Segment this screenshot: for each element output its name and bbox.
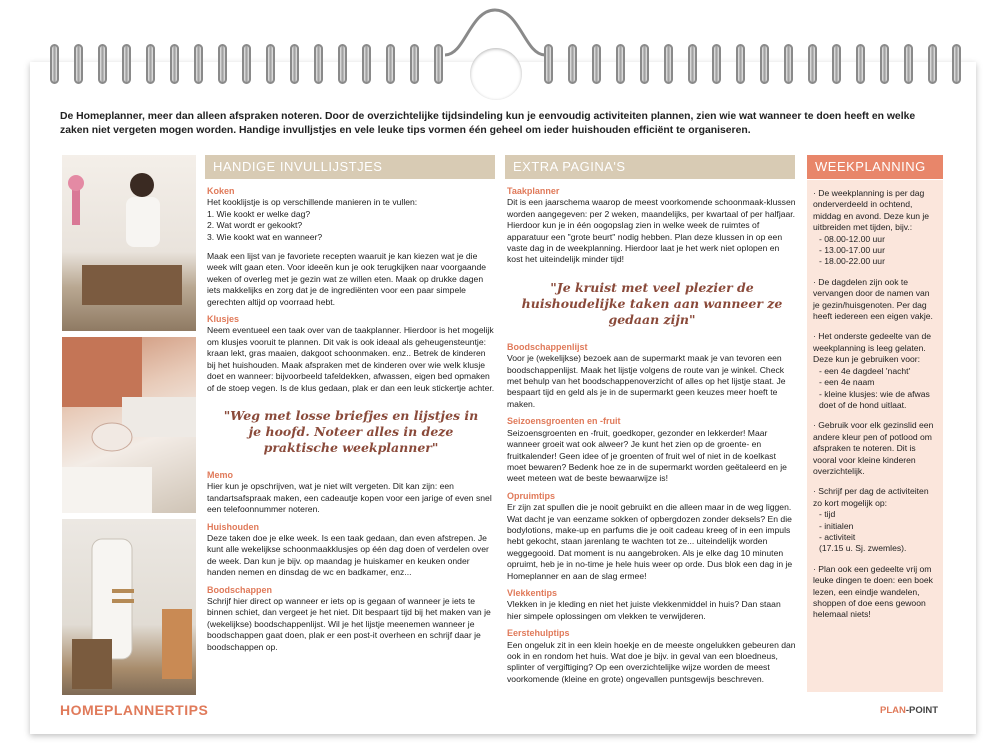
binding-ring — [808, 44, 817, 84]
huishouden-text: Deze taken doe je elke week. Is een taak gedaan, dan even afstrepen. Je kunt alle wekelijkse schoonmaakklusjes op één dag doen of verdelen over de week. Dan kun je bijv. op maandag je huiskamer en keuken onder handen nemen en dinsdag de wc en badkamer, enz... — [207, 532, 489, 578]
tip-text: · Schrijf per dag de activiteiten zo kort mogelijk op: — [813, 486, 929, 508]
binding-ring — [640, 44, 649, 84]
binding-ring — [338, 44, 347, 84]
quote-kruist-taken: "Je kruist met veel plezier de huishoudelijke taken aan wanneer ze gedaan zijn" — [521, 279, 783, 327]
section-header-weekplanning: WEEKPLANNING — [807, 155, 943, 179]
weekplanning-tip: · Plan ook een gedeelte vrij om leuke dingen te doen: een boek lezen, een eindje wandelen, shoppen of doe eens gewoon helemaal niets! — [813, 563, 933, 620]
weekplanning-tip: · Gebruik voor elk gezinslid een andere kleur pen of potlood om afspraken te noteren. Dit is vooral voor kleine kinderen overzichtelijk. — [813, 420, 934, 476]
tip-item: - een 4e dagdeel 'nacht' — [819, 365, 911, 376]
binding-ring — [904, 44, 913, 84]
tip-time: - 08.00-12.00 uur — [819, 233, 885, 244]
binding-ring — [712, 44, 721, 84]
tip-item: - een 4e naam — [819, 377, 875, 388]
subheading-seizoensgroenten: Seizoensgroenten en -fruit — [507, 416, 621, 427]
binding-ring — [194, 44, 203, 84]
binding-ring — [242, 44, 251, 84]
opruimtips-text: Er zijn zat spullen die je nooit gebruikt en die alleen maar in de weg liggen. Wat dacht je van eenzame sokken of opbergdozen zonder deksels? En die bodylotions, make-up en parfums die je ooit cadeau kreeg of in een impuls hebt gekocht, staan jarenlang te wachten tot ze... uiteindelijk worden weggegooid. Dat moment is nu aangebroken. Als je elke dag 10 minuten opruimt, heb je in no-time je hele huis weer op orde. Dus blok een dag in je Homeplanner en aan de slag ermee! — [507, 502, 793, 581]
tip-time: - 13.00-17.00 uur — [819, 245, 885, 256]
binding-ring — [880, 44, 889, 84]
binding-ring — [218, 44, 227, 84]
weekplanning-tip — [813, 188, 937, 268]
subheading-vlekkentips: Vlekkentips — [507, 587, 558, 598]
binding-ring — [122, 44, 131, 84]
binding-ring — [386, 44, 395, 84]
binding-ring — [410, 44, 419, 84]
column-invullijstjes — [207, 186, 495, 653]
seizoensgroenten-text: Seizoensgroenten en -fruit, goedkoper, gezonder en lekkerder! Maar wanneer groeit wat ook alweer? Je kunt het zien op de groente- en fruitkalender! Geen idee of je groenten of fruit wel of niet in de koelkast moet bewaren? Bedenk hoe ze in de supermarkt worden geëtaleerd en je weet meteen wat de beste bewaarwijze is! — [507, 427, 787, 484]
tip-text: · De weekplanning is per dag onderverdeeld in ochtend, middag en avond. Deze kun je uitbreiden met tijden, bijv.: — [813, 188, 930, 233]
binding-ring — [146, 44, 155, 84]
brand-logo — [880, 705, 938, 716]
tip-item: - kleine klusjes: wie de afwas doet of de hond uitlaat. — [819, 388, 930, 410]
binding-ring — [568, 44, 577, 84]
tip-item: (17.15 u. Sj. zwemles). — [819, 543, 907, 554]
binding-ring — [616, 44, 625, 84]
binding-ring — [664, 44, 673, 84]
binding-ring — [314, 44, 323, 84]
koken-text: Maak een lijst van je favoriete recepten waaruit je kan kiezen wat je die week wilt gaan eten. Voor ideeën kun je ook terugkijken naar voorgaande weken of overleg met je gezin wat ze willen eten. Maak op drukke dagen iets makkelijks en zorg dat je de ingrediënten voor een paar simpele gerechten altijd op voorraad hebt. — [207, 251, 487, 307]
hanger-cutout — [470, 48, 522, 100]
binding-ring — [170, 44, 179, 84]
binding-ring — [290, 44, 299, 84]
subheading-memo: Memo — [207, 469, 234, 480]
logo-part: -POINT — [905, 705, 939, 716]
eerstehulptips-text: Een ongeluk zit in een klein hoekje en de meeste ongelukken gebeuren dan ook in en rondom het huis. Wat doe je bijv. in geval van een bloedneus, splinter of vergiftiging? Op een overzichtelijke wijze worden de meest voorkomende (kleine en grote) ongevallen puntsgewijs beschreven. — [507, 639, 796, 684]
binding-ring — [362, 44, 371, 84]
tip-item: - tijd — [819, 509, 836, 520]
tip-time: - 18.00-22.00 uur — [819, 256, 885, 267]
binding-ring — [856, 44, 865, 84]
footer-title: HOMEPLANNERTIPS — [60, 702, 209, 718]
weekplanning-tip: · De dagdelen zijn ook te vervangen door de namen van je gezin/huisgenoten. Per dag heeft iedereen een eigen vakje. — [813, 276, 933, 322]
koken-list-item: 2. Wat wordt er gekookt? — [207, 220, 303, 231]
binding-ring — [592, 44, 601, 84]
taakplanner-text: Dit is een jaarschema waarop de meest voorkomende schoonmaak-klussen worden aangegeven: per 2 weken, maandelijks, per kwartaal of per halfjaar. Hierdoor kun je in één oogopslag zien in welke week de ruimtes of apparatuur een "grote beurt" nodig hebben. Plan deze klussen in op een vaste dag in de weekplanning. Hierdoor laat je het werk niet oplopen en kost het uiteindelijk minder tijd! — [507, 197, 796, 265]
photo-woman-living-room — [62, 155, 196, 331]
subheading-klusjes: Klusjes — [207, 314, 240, 325]
subheading-opruimtips: Opruimtips — [507, 490, 556, 501]
quote-weg-met-briefjes: "Weg met losse briefjes en lijstjes in je hoofd. Noteer alles in deze praktische weekplanner" — [223, 407, 479, 455]
boodschappenlijst-text: Voor je (wekelijkse) bezoek aan de supermarkt maak je van tevoren een boodschappenlijst. Maak het lijstje volgens de route van je winkel. Check met behulp van het boodschappenoverzicht of alles op het lijstje staat. Je bespaart tijd en geld als je in de supermarkt geen keuzes meer hoeft te maken. — [507, 353, 786, 409]
subheading-huishouden: Huishouden — [207, 521, 259, 532]
tip-item: - initialen — [819, 520, 854, 531]
photo-cushions-cup — [62, 337, 196, 513]
tip-item: - activiteit — [819, 531, 856, 542]
subheading-boodschappenlijst: Boodschappenlijst — [507, 341, 588, 352]
binding-ring — [736, 44, 745, 84]
koken-text: Het kooklijstje is op verschillende manieren in te vullen: — [207, 197, 418, 208]
weekplanning-panel — [807, 180, 943, 692]
binding-ring — [50, 44, 59, 84]
intro-text: De Homeplanner, meer dan alleen afspraken noteren. Door de overzichtelijke tijdsindeling kun je eenvoudig activiteiten plannen, zien wie wat wanneer te doen heeft en welke zaken niet vergeten mogen worden. Handige invulljstjes en vele leuke tips vormen één geheel om ieder huishouden efficiënt te organiseren. — [60, 111, 916, 136]
binding-ring — [98, 44, 107, 84]
koken-list-item: 3. Wie kookt wat en wanneer? — [207, 231, 323, 242]
binding-ring — [760, 44, 769, 84]
binding-ring — [688, 44, 697, 84]
binding-ring — [784, 44, 793, 84]
section-header-extra-paginas: EXTRA PAGINA'S — [505, 155, 795, 179]
binding-ring — [832, 44, 841, 84]
binding-ring — [928, 44, 937, 84]
koken-list-item: 1. Wie kookt er welke dag? — [207, 208, 311, 219]
subheading-koken: Koken — [207, 186, 235, 196]
klusjes-text: Neem eventueel een taak over van de taakplanner. Hierdoor is het mogelijk om klusjes vooruit te plannen. Dit vak is ook ideaal als geheugensteuntje: kraan lekt, gras maaien, dakgoot schoonmaken. enz.. Betrek de kinderen bij het huishouden. Maak afspraken met de kinderen over wie welk klusje doet en wanneer: bijvoorbeeld tafeldekken, afwassen, eigen bed opmaken of de stoep vegen. Is de klus gedaan, plak er dan een leuk stickertje achter. — [207, 325, 495, 393]
binding-ring — [74, 44, 83, 84]
boodschappen-text: Schrijf hier direct op wanneer er iets op is gegaan of wanneer je iets te binnen schiet, dan vergeet je het niet. Dit bespaart tijd bij het maken van je (wekelijkse) boodschappenlijst. Wil je het lijstje meenemen wanneer je boodschappen gaat doen, plak er een post-it overheen en schrijf daar je boodschappen op. — [207, 595, 491, 652]
subheading-taakplanner: Taakplanner — [507, 186, 560, 196]
subheading-boodschappen: Boodschappen — [207, 584, 273, 595]
weekplanning-tip — [813, 486, 937, 554]
section-header-invullijstjes: HANDIGE INVULLIJSTJES — [205, 155, 495, 179]
memo-text: Hier kun je opschrijven, wat je niet wilt vergeten. Dit kan zijn: een tandartsafspraak maken, een cadeautje kopen voor een jarige of even snel een telefoonnummer noteren. — [207, 481, 492, 515]
binding-ring — [266, 44, 275, 84]
binding-ring — [952, 44, 961, 84]
logo-part: PLAN — [880, 705, 906, 716]
photo-cutting-boards — [62, 519, 196, 695]
column-extra-paginas — [507, 186, 797, 685]
subheading-eerstehulptips: Eerstehulptips — [507, 628, 570, 639]
tip-text: · Het onderste gedeelte van de weekplanning is leeg gelaten. Deze kun je gebruiken voor: — [813, 331, 932, 365]
weekplanning-tip — [813, 331, 937, 411]
vlekkentips-text: Vlekken in je kleding en niet het juiste vlekkenmiddel in huis? Dan staan hier simpele oplossingen om vlekken te verwijderen. — [507, 599, 781, 621]
